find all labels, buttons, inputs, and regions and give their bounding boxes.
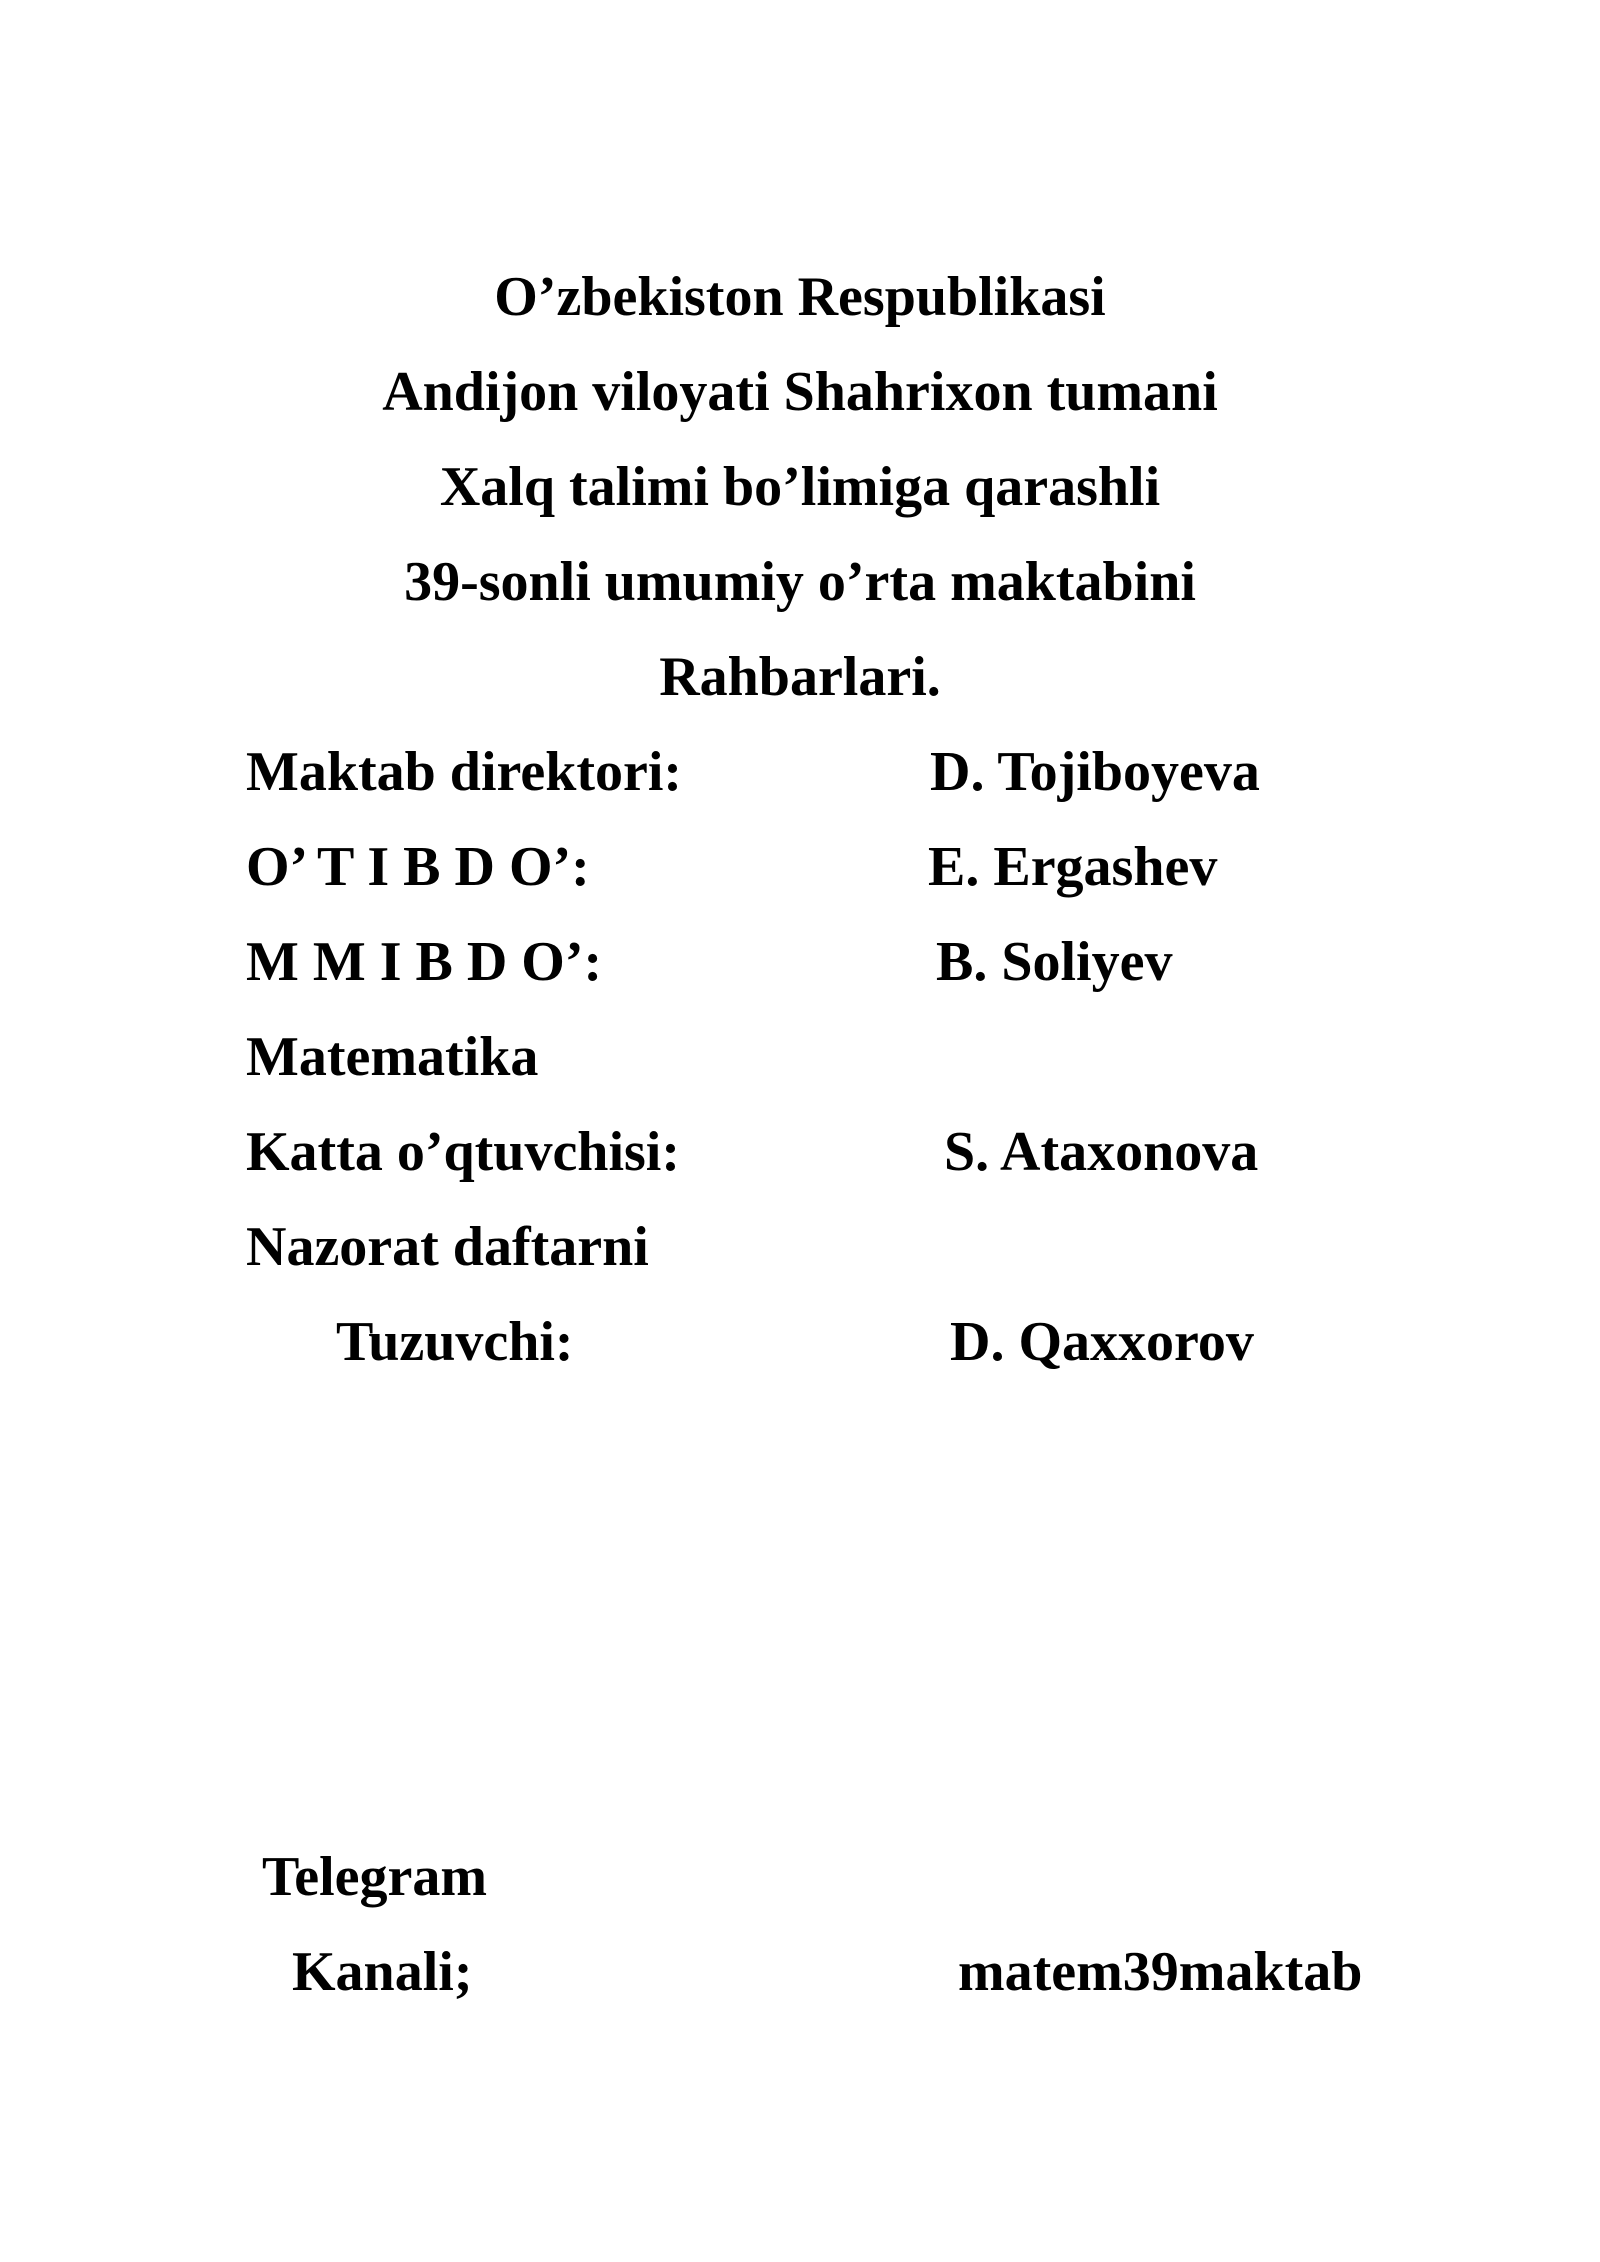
telegram-channel-label: Kanali; bbox=[292, 1941, 473, 2003]
senior-teacher-label: Katta o’qtuvchisi: bbox=[246, 1121, 680, 1183]
author-name: D. Qaxxorov bbox=[950, 1311, 1254, 1373]
math-label: Matematika bbox=[246, 1026, 539, 1088]
director-label: Maktab direktori: bbox=[246, 741, 683, 803]
director-name: D. Tojiboyeva bbox=[930, 741, 1260, 803]
heading-line-leaders: Rahbarlari. bbox=[659, 646, 941, 708]
heading-line-country: O’zbekiston Respublikasi bbox=[494, 266, 1106, 328]
notebook-label: Nazorat daftarni bbox=[246, 1216, 649, 1278]
author-label: Tuzuvchi: bbox=[336, 1311, 574, 1373]
mmibdo-name: B. Soliyev bbox=[936, 931, 1173, 993]
senior-teacher-name: S. Ataxonova bbox=[944, 1121, 1259, 1183]
mmibdo-label: M M I B D O’: bbox=[246, 931, 603, 993]
heading-line-department: Xalq talimi bo’limiga qarashli bbox=[439, 456, 1161, 518]
telegram-label: Telegram bbox=[262, 1846, 487, 1908]
otibdo-name: E. Ergashev bbox=[928, 836, 1218, 898]
heading-line-school: 39-sonli umumiy o’rta maktabini bbox=[404, 551, 1196, 613]
otibdo-label: O’ T I B D O’: bbox=[246, 836, 590, 898]
telegram-channel-name: matem39maktab bbox=[958, 1941, 1363, 2003]
heading-line-region: Andijon viloyati Shahrixon tumani bbox=[382, 361, 1218, 423]
